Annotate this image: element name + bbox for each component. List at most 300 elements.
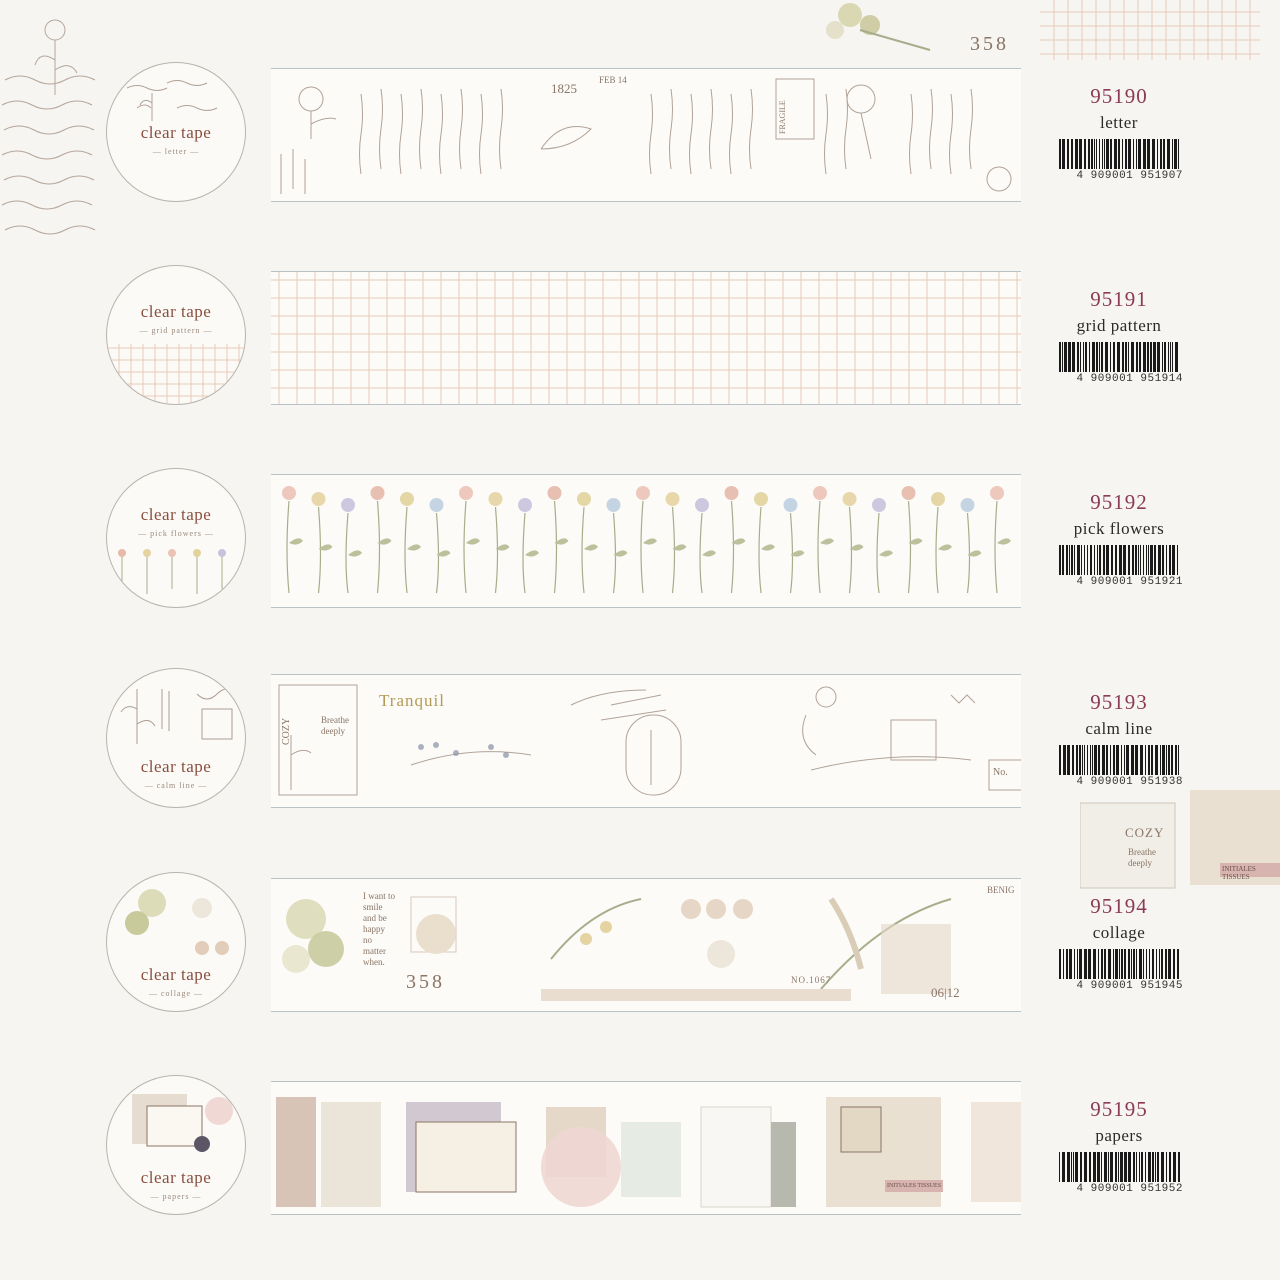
barcode-bar: [1068, 342, 1071, 372]
barcode-bar: [1150, 545, 1153, 575]
barcode-bar: [1166, 745, 1167, 775]
barcode-bar: [1085, 342, 1087, 372]
barcode-bar: [1080, 1152, 1082, 1182]
product-code: 95190: [1090, 84, 1148, 108]
barcode-bar: [1106, 139, 1109, 169]
barcode-bar: [1110, 1152, 1113, 1182]
barcode-bar: [1104, 949, 1106, 979]
barcode-bar: [1102, 139, 1103, 169]
barcode-bar: [1173, 1152, 1176, 1182]
flower-illustration: [695, 498, 716, 593]
barcode-bar: [1119, 545, 1122, 575]
product-info-pick-flowers: [1055, 490, 1183, 588]
barcode-bar: [1138, 139, 1141, 169]
product-row-papers: [0, 1075, 1280, 1225]
barcode-bar: [1136, 139, 1137, 169]
barcode-bar: [1131, 949, 1132, 979]
barcode-bar: [1080, 342, 1081, 372]
barcode-bar: [1132, 545, 1134, 575]
barcode-bar: [1113, 949, 1114, 979]
barcode-bar: [1074, 949, 1075, 979]
product-code: 95191: [1090, 287, 1148, 311]
flower-illustration: [518, 498, 539, 593]
product-name: pick flowers: [1073, 519, 1165, 538]
tape-no-label: NO.1067: [791, 975, 832, 985]
barcode-bar: [1128, 949, 1130, 979]
barcode-bar: [1106, 545, 1109, 575]
barcode-bar: [1125, 139, 1127, 169]
barcode-bar: [1122, 342, 1124, 372]
barcode-bar: [1062, 545, 1064, 575]
product-name: calm line: [1085, 719, 1153, 738]
tape-smile-label: I want to smile and be happy no matter when.: [363, 891, 395, 967]
barcode-bar: [1148, 545, 1149, 575]
barcode-bar: [1126, 745, 1129, 775]
barcode-bar: [1173, 949, 1175, 979]
barcode-number: 4 909001 951907: [1076, 170, 1183, 182]
flower-illustration: [341, 498, 362, 593]
barcode-bar: [1148, 1152, 1151, 1182]
flower-illustration: [548, 486, 569, 593]
barcode-bar: [1071, 139, 1073, 169]
barcode-bar: [1099, 139, 1100, 169]
barcode-bar: [1175, 745, 1177, 775]
barcode-bar: [1064, 342, 1067, 372]
barcode-bar: [1133, 1152, 1135, 1182]
barcode-bar: [1082, 745, 1083, 775]
roll-subtitle: — papers —: [150, 1192, 202, 1201]
tape-roll-collage: [106, 872, 246, 1012]
flower-illustration: [430, 498, 451, 593]
barcode-bar: [1160, 139, 1162, 169]
barcode-bar: [1153, 342, 1156, 372]
flower-illustration: [725, 486, 746, 593]
barcode-bar: [1161, 1152, 1164, 1182]
barcode-bar: [1110, 342, 1111, 372]
barcode-bar: [1087, 545, 1088, 575]
barcode-bar: [1155, 745, 1158, 775]
roll-title: clear tape: [140, 123, 212, 142]
barcode-bar: [1164, 342, 1166, 372]
barcode-bar: [1091, 139, 1093, 169]
flower-illustration: [990, 486, 1011, 593]
barcode-bar: [1174, 139, 1177, 169]
barcode-bar: [1087, 745, 1088, 775]
barcode-bar: [1110, 745, 1111, 775]
tape-title-label: Tranquil: [379, 691, 445, 710]
barcode-bar: [1178, 1152, 1180, 1182]
product-code: 95192: [1090, 490, 1148, 514]
barcode-bar: [1110, 139, 1112, 169]
barcode-bar: [1096, 342, 1098, 372]
barcode-bar: [1101, 342, 1103, 372]
product-code: 95194: [1090, 894, 1148, 918]
barcode-bar: [1090, 745, 1091, 775]
tape-roll-papers: [106, 1075, 246, 1215]
barcode-bar: [1175, 342, 1178, 372]
product-name: collage: [1092, 923, 1146, 942]
flower-illustration: [666, 492, 687, 593]
barcode-bar: [1067, 1152, 1070, 1182]
barcode-bar: [1128, 342, 1129, 372]
barcode-bar: [1118, 139, 1120, 169]
barcode-bar: [1076, 745, 1078, 775]
barcode-bar: [1072, 745, 1074, 775]
barcode: [1057, 745, 1181, 775]
roll-title: clear tape: [140, 965, 212, 984]
barcode-bar: [1062, 342, 1063, 372]
roll-title: clear tape: [140, 757, 212, 776]
barcode-bar: [1131, 745, 1134, 775]
barcode-bar: [1069, 949, 1072, 979]
barcode-bar: [1101, 1152, 1102, 1182]
barcode-bar: [1163, 139, 1165, 169]
product-info-calm-line: [1055, 690, 1183, 788]
barcode-bar: [1067, 745, 1070, 775]
flower-illustration: [931, 492, 952, 593]
barcode-bar: [1128, 139, 1131, 169]
barcode-bar: [1115, 1152, 1117, 1182]
barcode-bar: [1139, 342, 1141, 372]
flower-illustration: [843, 492, 864, 593]
barcode-bar: [1059, 545, 1061, 575]
product-info-collage: [1055, 894, 1183, 992]
barcode-bar: [1143, 342, 1146, 372]
barcode-bar: [1077, 949, 1078, 979]
tape-roll-grid-pattern: [106, 265, 246, 405]
barcode-bar: [1146, 949, 1147, 979]
flower-illustration: [400, 492, 421, 593]
tape-date-label: 06|12: [931, 985, 960, 1000]
barcode-bar: [1124, 745, 1125, 775]
tape-strip-letter: [271, 68, 1021, 202]
barcode-bar: [1162, 545, 1164, 575]
top-grid-decor: [1040, 0, 1260, 60]
barcode-number: 4 909001 951945: [1076, 980, 1183, 992]
barcode-bar: [1066, 545, 1068, 575]
barcode-bar: [1096, 139, 1097, 169]
barcode: [1057, 342, 1181, 372]
roll-subtitle: — letter —: [152, 147, 200, 156]
barcode-bar: [1072, 342, 1075, 372]
barcode-number: 4 909001 951952: [1076, 1183, 1183, 1195]
barcode-bar: [1103, 545, 1105, 575]
product-info-papers: [1055, 1097, 1183, 1195]
barcode-bar: [1094, 545, 1095, 575]
barcode-bar: [1157, 139, 1158, 169]
barcode-bar: [1114, 139, 1117, 169]
barcode-bar: [1101, 949, 1103, 979]
tape-cozy-label: COZY: [281, 717, 292, 745]
barcode-bar: [1117, 342, 1120, 372]
barcode-bar: [1084, 139, 1086, 169]
flower-illustration: [577, 492, 598, 593]
barcode-bar: [1099, 545, 1101, 575]
flower-illustration: [961, 498, 982, 593]
barcode-bar: [1139, 1152, 1140, 1182]
barcode-bar: [1077, 545, 1080, 575]
barcode-bar: [1170, 342, 1171, 372]
barcode-bar: [1097, 545, 1098, 575]
barcode-bar: [1124, 949, 1126, 979]
flower-illustration: [489, 492, 510, 593]
side-breathe-label: Breathe deeply: [1128, 847, 1156, 868]
tape-strip-grid-pattern: [271, 271, 1021, 405]
barcode-number: 4 909001 951921: [1076, 576, 1183, 588]
barcode-bar: [1088, 949, 1091, 979]
barcode-bar: [1161, 949, 1163, 979]
flower-illustration: [636, 486, 657, 593]
barcode-bar: [1166, 1152, 1167, 1182]
flower-illustration: [607, 498, 628, 593]
barcode-bar: [1154, 545, 1156, 575]
barcode-bar: [1089, 1152, 1091, 1182]
barcode-bar: [1123, 545, 1126, 575]
barcode-bar: [1062, 1152, 1065, 1182]
barcode-number: 4 909001 951914: [1076, 373, 1183, 385]
barcode-bar: [1059, 139, 1061, 169]
barcode-bar: [1090, 545, 1092, 575]
tape-tag-label: INITIALES TISSUES: [885, 1180, 943, 1192]
barcode-bar: [1169, 1152, 1171, 1182]
roll-title: clear tape: [140, 302, 212, 321]
product-code: 95193: [1090, 690, 1148, 714]
product-row-grid-pattern: [0, 265, 1280, 415]
barcode-bar: [1084, 1152, 1087, 1182]
top-number-decor: 358: [970, 33, 1009, 55]
barcode-bar: [1135, 545, 1137, 575]
tape-num-label: 358: [406, 971, 445, 993]
barcode-bar: [1094, 745, 1097, 775]
barcode-bar: [1092, 745, 1093, 775]
barcode-bar: [1098, 745, 1100, 775]
barcode-bar: [1106, 745, 1108, 775]
barcode-bar: [1159, 949, 1160, 979]
barcode-bar: [1148, 745, 1150, 775]
barcode: [1057, 949, 1181, 979]
barcode-bar: [1151, 745, 1153, 775]
barcode-bar: [1169, 545, 1171, 575]
barcode-bar: [1059, 949, 1061, 979]
tape-strip-collage: [271, 878, 1021, 1012]
barcode-bar: [1145, 745, 1146, 775]
product-info-letter: [1055, 84, 1183, 182]
barcode-bar: [1165, 949, 1167, 979]
flower-illustration: [312, 492, 333, 593]
barcode-bar: [1133, 949, 1135, 979]
barcode-bar: [1166, 545, 1167, 575]
tape-year-label: 1825: [551, 81, 577, 96]
barcode-bar: [1177, 545, 1178, 575]
barcode-bar: [1145, 1152, 1146, 1182]
product-code: 95195: [1090, 1097, 1148, 1121]
product-info-grid-pattern: [1055, 287, 1183, 385]
product-name: letter: [1100, 113, 1138, 132]
barcode-bar: [1143, 949, 1144, 979]
barcode-bar: [1059, 1152, 1060, 1182]
barcode-bar: [1128, 1152, 1131, 1182]
barcode-bar: [1097, 1152, 1100, 1182]
tape-strip-papers: [271, 1081, 1021, 1215]
barcode-bar: [1079, 745, 1081, 775]
barcode-bar: [1143, 139, 1146, 169]
barcode-bar: [1105, 342, 1108, 372]
barcode: [1057, 545, 1181, 575]
barcode-bar: [1099, 342, 1100, 372]
barcode-bar: [1118, 1152, 1119, 1182]
tape-strip-calm-line: [271, 674, 1021, 808]
barcode-bar: [1146, 545, 1147, 575]
flower-illustration: [282, 486, 303, 593]
barcode-bar: [1084, 745, 1085, 775]
product-name: papers: [1095, 1126, 1143, 1145]
barcode-bar: [1136, 342, 1138, 372]
barcode-bar: [1081, 545, 1082, 575]
barcode-bar: [1178, 139, 1179, 169]
barcode-bar: [1152, 949, 1154, 979]
barcode-bar: [1138, 545, 1139, 575]
barcode-bar: [1136, 1152, 1137, 1182]
barcode-bar: [1152, 1152, 1154, 1182]
roll-subtitle: — pick flowers —: [138, 529, 214, 538]
barcode-bar: [1113, 745, 1115, 775]
barcode-bar: [1128, 545, 1130, 575]
barcode-bar: [1077, 342, 1079, 372]
barcode-bar: [1092, 342, 1095, 372]
barcode-bar: [1069, 545, 1070, 575]
barcode-bar: [1108, 949, 1111, 979]
side-cozy-label: COZY: [1125, 825, 1165, 840]
barcode-bar: [1168, 949, 1171, 979]
barcode-bar: [1172, 342, 1173, 372]
barcode-bar: [1150, 342, 1152, 372]
barcode-bar: [1121, 745, 1122, 775]
roll-subtitle: — grid pattern —: [139, 326, 213, 335]
barcode-bar: [1135, 745, 1138, 775]
barcode-bar: [1131, 342, 1134, 372]
barcode-bar: [1120, 1152, 1123, 1182]
barcode-bar: [1062, 139, 1065, 169]
barcode-bar: [1067, 139, 1069, 169]
barcode-bar: [1074, 545, 1075, 575]
barcode-bar: [1124, 1152, 1127, 1182]
barcode-bar: [1147, 139, 1150, 169]
barcode-bar: [1162, 745, 1165, 775]
roll-subtitle: — collage —: [148, 989, 204, 998]
barcode-bar: [1063, 949, 1064, 979]
barcode-bar: [1075, 1152, 1078, 1182]
barcode-bar: [1119, 949, 1120, 979]
barcode-bar: [1093, 1152, 1096, 1182]
flower-illustration: [371, 486, 392, 593]
barcode-bar: [1177, 949, 1179, 979]
tape-no-label: No.: [993, 767, 1008, 778]
barcode-bar: [1167, 139, 1170, 169]
top-flower-decor: [810, 0, 960, 60]
barcode-bar: [1102, 745, 1105, 775]
product-row-calm-line: [0, 668, 1280, 818]
roll-subtitle: — calm line —: [144, 781, 208, 790]
barcode-bar: [1071, 1152, 1072, 1182]
barcode-bar: [1063, 745, 1066, 775]
product-row-letter: [0, 62, 1280, 212]
barcode-bar: [1158, 545, 1161, 575]
barcode-bar: [1071, 545, 1073, 575]
tape-benig-label: BENIG: [987, 885, 1015, 895]
tape-roll-calm-line: [106, 668, 246, 808]
barcode-bar: [1115, 545, 1117, 575]
barcode-bar: [1172, 139, 1173, 169]
barcode-bar: [1079, 949, 1082, 979]
flower-illustration: [754, 492, 775, 593]
barcode-bar: [1084, 949, 1087, 979]
barcode-bar: [1168, 342, 1169, 372]
side-tag-label: INITIALES TISSUES: [1222, 865, 1256, 881]
barcode-bar: [1171, 745, 1173, 775]
barcode-bar: [1125, 342, 1127, 372]
tape-stamp-label: FRAGILE: [778, 100, 787, 134]
barcode-bar: [1168, 745, 1170, 775]
barcode-bar: [1059, 745, 1061, 775]
barcode-bar: [1157, 342, 1160, 372]
barcode-bar: [1157, 1152, 1159, 1182]
barcode-bar: [1084, 545, 1085, 575]
flower-illustration: [459, 486, 480, 593]
barcode-bar: [1172, 545, 1175, 575]
tape-breathe-label: Breathe deeply: [321, 715, 349, 736]
barcode-bar: [1162, 342, 1163, 372]
barcode-bar: [1136, 949, 1137, 979]
barcode: [1057, 139, 1181, 169]
tape-strip-pick-flowers: [271, 474, 1021, 608]
barcode-bar: [1156, 949, 1157, 979]
product-row-pick-flowers: [0, 468, 1280, 618]
barcode-bar: [1098, 949, 1099, 979]
barcode-bar: [1093, 949, 1096, 979]
barcode-bar: [1088, 139, 1090, 169]
barcode-bar: [1113, 342, 1115, 372]
product-name: grid pattern: [1076, 316, 1162, 335]
barcode-bar: [1104, 139, 1105, 169]
barcode-bar: [1160, 745, 1161, 775]
product-row-collage: [0, 872, 1280, 1022]
barcode-bar: [1104, 1152, 1107, 1182]
barcode-bar: [1115, 949, 1118, 979]
barcode-bar: [1140, 745, 1143, 775]
barcode-bar: [1094, 139, 1095, 169]
barcode-bar: [1133, 139, 1134, 169]
barcode-bar: [1075, 139, 1078, 169]
barcode-bar: [1111, 545, 1113, 575]
tape-date-label: FEB 14: [599, 75, 627, 85]
barcode-bar: [1149, 949, 1150, 979]
barcode-bar: [1155, 1152, 1156, 1182]
barcode-bar: [1089, 342, 1090, 372]
barcode-bar: [1141, 1152, 1143, 1182]
tape-roll-letter: [106, 62, 246, 202]
barcode-bar: [1140, 545, 1141, 575]
roll-title: clear tape: [140, 1168, 212, 1187]
flower-illustration: [813, 486, 834, 593]
flower-illustration: [902, 486, 923, 593]
barcode-bar: [1122, 139, 1123, 169]
barcode: [1057, 1152, 1181, 1182]
barcode-bar: [1139, 949, 1142, 979]
barcode-number: 4 909001 951938: [1076, 776, 1183, 788]
barcode-bar: [1079, 139, 1082, 169]
barcode-bar: [1143, 545, 1144, 575]
barcode-bar: [1066, 949, 1068, 979]
